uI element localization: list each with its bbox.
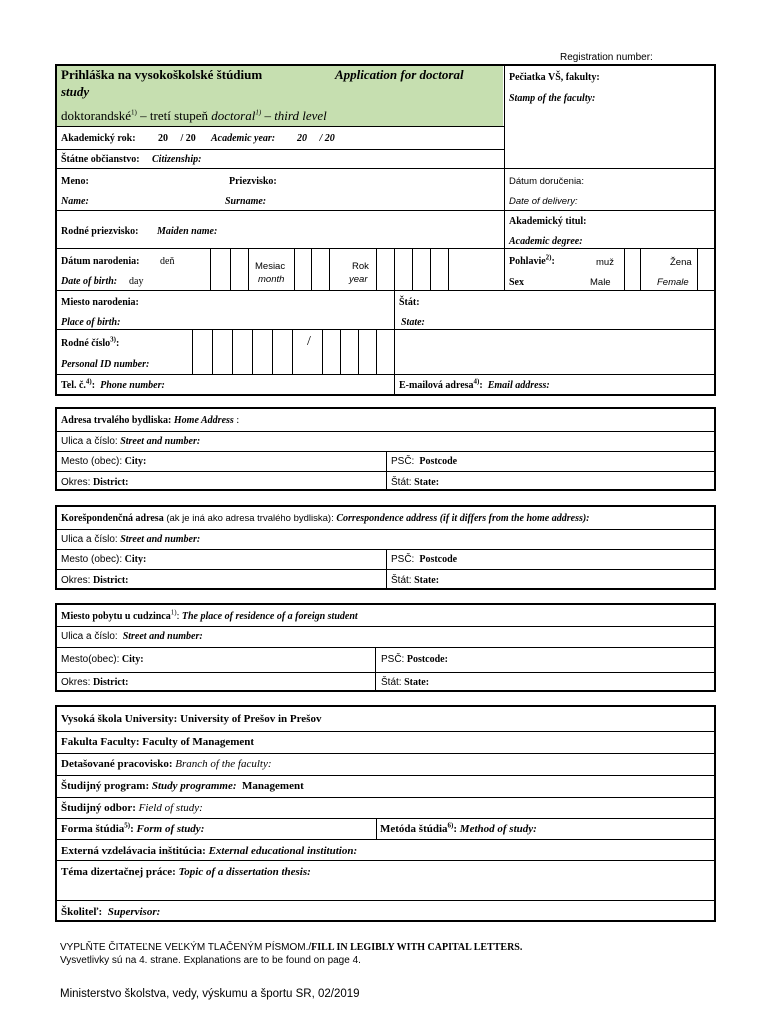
home-state — [391, 477, 439, 488]
home-city-label: Mesto (obec): — [61, 456, 123, 467]
field-label: Študijný odbor: — [61, 802, 136, 814]
home-address-title — [61, 415, 239, 426]
maiden-label: Rodné priezvisko: — [61, 226, 139, 237]
email-en: Email address: — [487, 380, 550, 391]
delivery-en: Date of delivery: — [509, 196, 578, 207]
university-value: University of Prešov in Prešov — [180, 713, 322, 725]
title-en-cont: study — [61, 84, 90, 99]
email-label: E-mailová adresa$^{4)}$: Email address: — [399, 377, 550, 391]
foreign-street-en: Street and number: — [122, 631, 203, 642]
form-en: Form of study: — [136, 823, 205, 835]
corr-street-en: Street and number: — [120, 534, 201, 545]
tel-label: Tel. č.$^{4)}$: Phone number: — [61, 377, 165, 391]
home-state-en: State: — [414, 477, 440, 488]
delivery-label: Dátum doručenia: — [509, 176, 584, 187]
maiden-en: Maiden name: — [157, 226, 218, 237]
corr-title-en: Correspondence address (if it differs from the home address): — [336, 513, 590, 524]
email-label-text: E-mailová adresa — [399, 380, 474, 391]
foreign-state-label: Štát: — [381, 677, 402, 688]
programme-row — [61, 780, 304, 792]
capitals-en: FILL IN LEGIBLY WITH CAPITAL LETTERS. — [311, 942, 523, 953]
foreign-city-label: Mesto(obec): — [61, 654, 120, 665]
tel-en: Phone number: — [100, 380, 165, 391]
corr-title-sk: Korešpondenčná adresa — [61, 513, 164, 524]
subtitle-mid: – tretí stupeň — [136, 108, 212, 123]
foreign-title-en: The place of residence of a foreign student — [181, 611, 358, 622]
month-en: month — [258, 274, 285, 285]
name-label: Meno: — [61, 176, 89, 187]
academic-year-en-value: 20 / 20 — [297, 133, 335, 144]
faculty-row — [61, 736, 254, 748]
registration-number-label: Registration number: — [560, 52, 653, 63]
corr-state — [391, 575, 439, 586]
foreign-title-sk: Miesto pobytu u cudzinca — [61, 611, 171, 622]
title-en: Application for doctoral — [335, 67, 464, 82]
dob-en: Date of birth: — [61, 276, 118, 287]
field-row — [61, 802, 203, 814]
corr-postcode-en: Postcode — [419, 554, 458, 565]
supervisor-label: Školiteľ: — [61, 906, 103, 918]
foreign-postcode-label: PSČ: — [381, 654, 405, 665]
external-label: Externá vzdelávacia inštitúcia: — [61, 845, 206, 857]
dob-day-en: day — [129, 276, 144, 287]
academic-year-en: Academic year: — [211, 133, 276, 144]
home-address-title-sk: Adresa trvalého bydliska: — [61, 415, 172, 426]
corr-address-title — [61, 513, 590, 524]
stamp-label: Pečiatka VŠ, fakulty: — [509, 72, 600, 83]
pid-label: Rodné číslo$^{3)}$: — [61, 335, 120, 349]
foreign-street-label: Ulica a číslo: — [61, 631, 118, 642]
year-label: Rok — [352, 261, 369, 272]
foreign-district-en: District: — [92, 677, 129, 688]
citizenship-en: Citizenship: — [152, 154, 202, 165]
title-sk: Prihláška na vysokoškolské štúdium — [61, 67, 263, 82]
home-district-en: District: — [92, 477, 129, 488]
thesis-label: Téma dizertačnej práce: — [61, 866, 176, 878]
sex-label: Pohlavie$^{2)}$: — [509, 253, 555, 267]
corr-state-label: Štát: — [391, 575, 412, 586]
home-city — [61, 456, 146, 467]
pid-en: Personal ID number: — [61, 359, 150, 370]
corr-postcode-label: PSČ: — [391, 554, 415, 565]
foreign-district-label: Okres: — [61, 677, 91, 688]
academic-year-label: Akademický rok: — [61, 133, 136, 144]
foreign-title: Miesto pobytu u cudzinca$^{1)}$: The place of residence of a foreign student — [61, 608, 358, 622]
university-label: Vysoká škola University: — [61, 713, 178, 725]
thesis-en: Topic of a dissertation thesis: — [178, 866, 311, 878]
home-postcode-label: PSČ: — [391, 456, 415, 467]
home-street-en: Street and number: — [120, 436, 201, 447]
branch-label: Detašované pracovisko: — [61, 758, 173, 770]
capitals-sk: VYPLŇTE ČITATEĽNE VEĽKÝM TLAČENÝM PÍSMOM./ — [60, 942, 312, 953]
ministry-note: Ministerstvo školstva, vedy, výskumu a športu SR, 02/2019 — [60, 988, 360, 1000]
corr-state-en: State: — [414, 575, 440, 586]
tel-label-text: Tel. č. — [61, 380, 86, 391]
faculty-label: Fakulta Faculty: — [61, 736, 140, 748]
corr-city — [61, 554, 146, 565]
sex-label-text: Pohlavie — [509, 256, 546, 267]
pid-label-text: Rodné číslo — [61, 338, 111, 349]
foreign-state-en: State: — [404, 677, 430, 688]
pob-en: Place of birth: — [61, 317, 121, 328]
programme-en: Study programme: — [151, 780, 237, 792]
programme-value: Management — [242, 780, 304, 792]
home-state-label: Štát: — [391, 477, 412, 488]
surname-en: Surname: — [225, 196, 267, 207]
corr-city-en: City: — [124, 554, 147, 565]
corr-district — [61, 575, 129, 586]
stamp-en: Stamp of the faculty: — [509, 93, 596, 104]
branch-en: Branch of the faculty: — [175, 758, 272, 770]
foreign-postcode — [381, 654, 448, 665]
home-address-title-colon: : — [233, 415, 240, 426]
thesis-row — [61, 866, 311, 878]
name-en: Name: — [61, 196, 89, 207]
citizenship-label: Štátne občianstvo: — [61, 154, 140, 165]
female-label: Žena — [670, 257, 692, 268]
subtitle-en-level: – third level — [261, 108, 327, 123]
home-street-label: Ulica a číslo: — [61, 436, 118, 447]
month-label: Mesiac — [255, 261, 286, 272]
field-en: Field of study: — [138, 802, 203, 814]
home-postcode — [391, 456, 457, 467]
male-label: muž — [596, 257, 614, 268]
branch-row — [61, 758, 272, 770]
corr-city-label: Mesto (obec): — [61, 554, 123, 565]
foreign-state — [381, 677, 429, 688]
corr-title-note: (ak je iná ako adresa trvalého bydliska): — [163, 513, 337, 524]
corr-district-en: District: — [92, 575, 129, 586]
method-row: Metóda štúdia$^{6)}$: Method of study: — [380, 821, 537, 835]
home-postcode-en: Postcode — [419, 456, 458, 467]
corr-postcode — [391, 554, 457, 565]
subtitle-en: doctoral — [211, 108, 256, 123]
male-en: Male — [590, 277, 611, 288]
foreign-street — [61, 631, 203, 642]
subtitle: doktorandské$^{1)}$ – tretí stupeň doctoral$^{1)}$ – third level — [61, 108, 327, 123]
pid-slash: / — [307, 334, 311, 349]
corr-street — [61, 534, 200, 545]
home-district-label: Okres: — [61, 477, 91, 488]
female-en: Female — [657, 277, 689, 288]
supervisor-en: Supervisor: — [107, 906, 161, 918]
external-en: External educational institution: — [208, 845, 358, 857]
home-street — [61, 436, 200, 447]
home-city-en: City: — [124, 456, 147, 467]
home-address-title-en: Home Address — [173, 415, 234, 426]
pob-state-en: State: — [401, 317, 425, 328]
pob-label: Miesto narodenia: — [61, 297, 139, 308]
year-en: year — [349, 274, 368, 285]
explanations-note: Vysvetlivky sú na 4. strane. Explanations are to be found on page 4. — [60, 955, 361, 966]
degree-en: Academic degree: — [509, 236, 583, 247]
academic-year-value: 20 / 20 — [158, 133, 196, 144]
method-en: Method of study: — [459, 823, 537, 835]
foreign-city-en: City: — [121, 654, 144, 665]
foreign-city — [61, 654, 144, 665]
corr-street-label: Ulica a číslo: — [61, 534, 118, 545]
faculty-value: Faculty of Management — [142, 736, 255, 748]
external-row — [61, 845, 357, 857]
foreign-postcode-en: Postcode: — [406, 654, 448, 665]
surname-label: Priezvisko: — [229, 176, 277, 187]
foreign-district — [61, 677, 129, 688]
supervisor-row — [61, 906, 160, 918]
sex-en: Sex — [509, 277, 524, 288]
method-label: Metóda štúdia — [380, 823, 448, 835]
subtitle-sk: doktorandské — [61, 108, 132, 123]
programme-label: Študijný program: — [61, 780, 150, 792]
home-district — [61, 477, 129, 488]
degree-label: Akademický titul: — [509, 216, 587, 227]
form-label: Forma štúdia — [61, 823, 125, 835]
university-row — [61, 713, 321, 725]
corr-district-label: Okres: — [61, 575, 91, 586]
dob-label: Dátum narodenia: — [61, 256, 140, 267]
capitals-note — [60, 942, 522, 953]
dob-day: deň — [160, 256, 175, 267]
pob-state-label: Štát: — [399, 297, 420, 308]
form-row: Forma štúdia$^{5)}$: Form of study: — [61, 821, 205, 835]
